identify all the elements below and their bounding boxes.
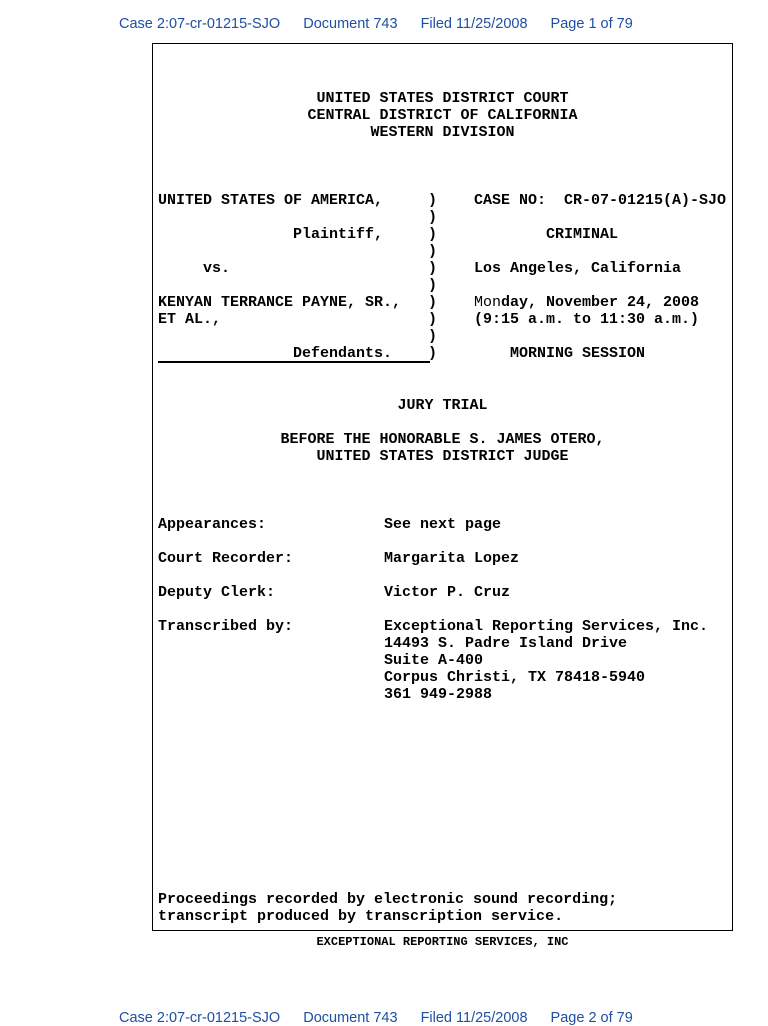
session-label: MORNING SESSION xyxy=(510,345,646,362)
transcriber-address-line: 14493 S. Padre Island Drive xyxy=(384,635,628,652)
case-number-header: Case 2:07-cr-01215-SJO xyxy=(119,16,281,32)
caption-paren: ) xyxy=(428,243,438,260)
case-type: CRIMINAL xyxy=(546,226,619,243)
caption-paren: ) xyxy=(428,311,438,328)
page-footer: EXCEPTIONAL REPORTING SERVICES, INC xyxy=(316,935,569,949)
transcriber-address-line: Suite A-400 xyxy=(384,652,484,669)
defendant-name: KENYAN TERRANCE PAYNE, SR., xyxy=(158,294,402,311)
page-count-header: Page 1 of 79 xyxy=(550,16,633,32)
hearing-time: (9:15 a.m. to 11:30 a.m.) xyxy=(474,311,700,328)
caption-paren: ) xyxy=(428,277,438,294)
caption-paren: ) xyxy=(428,345,438,362)
plaintiff-role: Plaintiff, xyxy=(293,226,384,243)
hearing-date-prefix: Mon xyxy=(474,294,502,311)
proceedings-note-line-1: Proceedings recorded by electronic sound recording; xyxy=(158,891,618,908)
court-division: WESTERN DIVISION xyxy=(370,124,515,141)
proceedings-note-line-2: transcript produced by transcription service. xyxy=(158,908,564,925)
case-number-header: Case 2:07-cr-01215-SJO xyxy=(119,1010,281,1026)
trial-title: JURY TRIAL xyxy=(397,397,488,414)
hearing-location: Los Angeles, California xyxy=(474,260,682,277)
document-number-header: Document 743 xyxy=(303,16,398,32)
court-district: CENTRAL DISTRICT OF CALIFORNIA xyxy=(307,107,578,124)
defendant-role: Defendants. xyxy=(293,345,393,362)
court-recorder-value: Margarita Lopez xyxy=(384,550,520,567)
caption-underline xyxy=(158,361,430,363)
appearances-value: See next page xyxy=(384,516,502,533)
deputy-clerk-value: Victor P. Cruz xyxy=(384,584,511,601)
page-count-header: Page 2 of 79 xyxy=(550,1010,633,1026)
caption-paren: ) xyxy=(428,294,438,311)
hearing-date xyxy=(474,294,699,311)
court-recorder-label: Court Recorder: xyxy=(158,550,294,567)
case-number: CASE NO: CR-07-01215(A)-SJO xyxy=(474,192,727,209)
filed-date-header: Filed 11/25/2008 xyxy=(420,1010,528,1026)
deputy-clerk-label: Deputy Clerk: xyxy=(158,584,276,601)
transcribed-by-label: Transcribed by: xyxy=(158,618,294,635)
caption-paren: ) xyxy=(428,226,438,243)
ecf-header-page-1 xyxy=(119,16,633,32)
caption-paren: ) xyxy=(428,192,438,209)
filed-date-header: Filed 11/25/2008 xyxy=(420,16,528,32)
caption-paren: ) xyxy=(428,328,438,345)
transcriber-address-line: Corpus Christi, TX 78418-5940 xyxy=(384,669,646,686)
transcriber-phone: 361 949-2988 xyxy=(384,686,493,703)
caption-paren: ) xyxy=(428,260,438,277)
defendant-et-al: ET AL., xyxy=(158,311,222,328)
appearances-label: Appearances: xyxy=(158,516,267,533)
versus-label: vs. xyxy=(203,260,231,277)
court-name: UNITED STATES DISTRICT COURT xyxy=(316,90,569,107)
caption-paren: ) xyxy=(428,209,438,226)
transcribed-by-value: Exceptional Reporting Services, Inc. xyxy=(384,618,709,635)
hearing-date-rest: day, November 24, 2008 xyxy=(501,294,700,311)
plaintiff-name: UNITED STATES OF AMERICA, xyxy=(158,192,384,209)
document-number-header: Document 743 xyxy=(303,1010,398,1026)
transcript-page-frame xyxy=(152,43,733,931)
judge-line-2: UNITED STATES DISTRICT JUDGE xyxy=(316,448,569,465)
judge-line-1: BEFORE THE HONORABLE S. JAMES OTERO, xyxy=(280,431,605,448)
